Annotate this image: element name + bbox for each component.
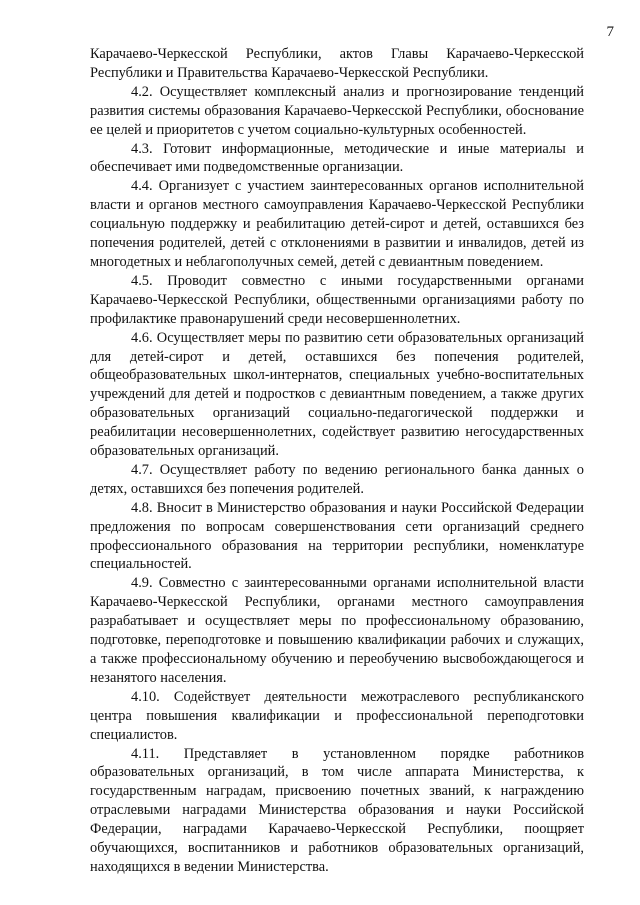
document-body [90, 45, 584, 877]
paragraph-4-6: 4.6. Осуществляет меры по развитию сети образовательных организаций для детей-сирот и детей, оставшихся без попечения родителей, общеобразовательных школ-интернатов, специальных учебно-воспитательных учреждений для детей и подростков с девиантным поведением, а также других образовательных организаций социально-педагогической поддержки и реабилитации несовершеннолетних, содействует развитию негосударственных образовательных организаций. [90, 329, 584, 460]
paragraph-4-10: 4.10. Содействует деятельности межотраслевого республиканского центра повышения квалификации и профессиональной переподготовки специалистов. [90, 688, 584, 743]
paragraph-continuation: Карачаево-Черкесской Республики, актов Главы Карачаево-Черкесской Республики и Правительства Карачаево-Черкесской Республики. [90, 46, 584, 81]
paragraph-4-7: 4.7. Осуществляет работу по ведению регионального банка данных о детях, оставшихся без попечения родителей. [90, 461, 584, 497]
paragraph-4-9: 4.9. Совместно с заинтересованными органами исполнительной власти Карачаево-Черкесской Республики, органами местного самоуправления разрабатывает и осуществляет меры по профессиональному образованию, подготовке, переподготовке и повышению квалификации рабочих и служащих, а также профессиональному обучению и переобучению высвобождающегося и незанятого населения. [90, 575, 584, 686]
paragraph-4-4: 4.4. Организует с участием заинтересованных органов исполнительной власти и органов местного самоуправления Карачаево-Черкесской Республики социальную поддержку и реабилитацию детей-сирот и детей, оставшихся без попечения родителей, детей с отклонениями в развитии и инвалидов, детей из многодетных и неблагополучных семей, детей с девиантным поведением. [90, 178, 584, 270]
paragraph-4-8: 4.8. Вносит в Министерство образования и науки Российской Федерации предложения по вопросам совершенствования сети организаций среднего профессионального образования на территории республики, номенклатуре специальностей. [90, 499, 584, 573]
paragraph-4-3: 4.3. Готовит информационные, методические и иные материалы и обеспечивает ими подведомственные организации. [90, 140, 584, 176]
page-number: 7 [606, 24, 614, 40]
paragraph-4-5: 4.5. Проводит совместно с иными государственными органами Карачаево-Черкесской Республики, общественными организациями работу по профилактике правонарушений среди несовершеннолетних. [90, 272, 584, 327]
paragraph-4-11: 4.11. Представляет в установленном порядке работников образовательных организаций, в том числе аппарата Министерства, к государственным наградам, присвоению почетных званий, к награждению отраслевыми наградами Министерства образования и науки Российской Федерации, наградами Карачаево-Черкесской Республики, поощряет обучающихся, воспитанников и работников образовательных организаций, находящихся в ведении Министерства. [90, 745, 584, 875]
paragraph-4-2: 4.2. Осуществляет комплексный анализ и прогнозирование тенденций развития системы образования Карачаево-Черкесской Республики, обоснование ее целей и приоритетов с учетом социально-культурных особенностей. [90, 83, 584, 138]
